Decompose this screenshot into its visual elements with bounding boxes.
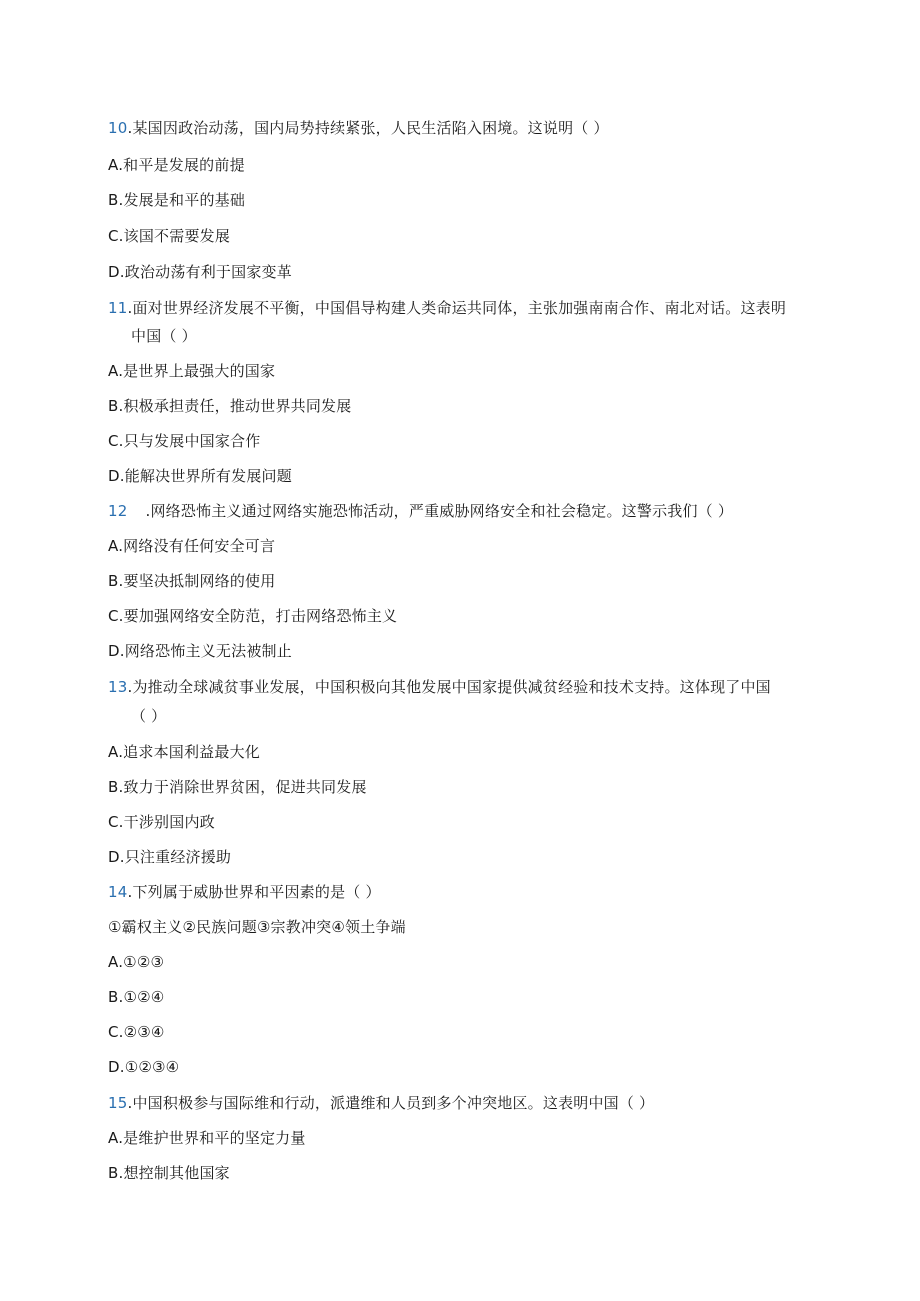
question-10-option-c: C.该国不需要发展 [108, 227, 231, 245]
question-number: 11 [108, 299, 128, 317]
question-number: 10 [108, 119, 128, 137]
question-number: 13 [108, 678, 128, 696]
question-13-option-a: A.追求本国利益最大化 [108, 743, 260, 761]
question-10-stem [108, 118, 609, 138]
question-11-option-b: B.积极承担责任，推动世界共同发展 [108, 397, 352, 415]
question-14-option-c: C.②③④ [108, 1023, 165, 1041]
question-12-option-b: B.要坚决抵制网络的使用 [108, 572, 276, 590]
question-13-option-c: C.干涉别国内政 [108, 813, 215, 831]
question-15-option-b: B.想控制其他国家 [108, 1164, 230, 1182]
question-15-stem [108, 1093, 654, 1113]
question-text: .某国因政治动荡，国内局势持续紧张，人民生活陷入困境。这说明（ ） [127, 119, 609, 137]
question-number: 14 [108, 883, 128, 901]
question-text: .面对世界经济发展不平衡，中国倡导构建人类命运共同体，主张加强南南合作、南北对话。这表明 [127, 299, 787, 317]
question-13-option-b: B.致力于消除世界贫困，促进共同发展 [108, 778, 367, 796]
question-number: 15 [108, 1094, 128, 1112]
question-12-stem [108, 501, 733, 521]
question-13-stem-continued: （ ） [131, 707, 167, 725]
question-number: 12 [108, 502, 128, 520]
question-14-option-b: B.①②④ [108, 988, 165, 1006]
question-13-option-d: D.只注重经济援助 [108, 848, 232, 866]
question-text: .下列属于威胁世界和平因素的是（ ） [127, 883, 381, 901]
question-12-option-c: C.要加强网络安全防范，打击网络恐怖主义 [108, 607, 398, 625]
question-text: .中国积极参与国际维和行动，派遣维和人员到多个冲突地区。这表明中国（ ） [127, 1094, 655, 1112]
question-11-option-a: A.是世界上最强大的国家 [108, 362, 276, 380]
question-12-option-a: A.网络没有任何安全可言 [108, 537, 276, 555]
question-10-option-d: D.政治动荡有利于国家变革 [108, 263, 292, 281]
question-11-stem-continued: 中国（ ） [131, 327, 197, 345]
question-10-option-b: B.发展是和平的基础 [108, 191, 246, 209]
question-10-option-a: A.和平是发展的前提 [108, 156, 245, 174]
question-14-stem [108, 882, 381, 902]
question-11-option-d: D.能解决世界所有发展问题 [108, 467, 292, 485]
question-11-stem [108, 298, 786, 318]
question-14-option-d: D.①②③④ [108, 1058, 180, 1076]
question-13-stem [108, 677, 771, 697]
question-12-option-d: D.网络恐怖主义无法被制止 [108, 642, 292, 660]
question-11-option-c: C.只与发展中国家合作 [108, 432, 261, 450]
question-text: .网络恐怖主义通过网络实施恐怖活动，严重威胁网络安全和社会稳定。这警示我们（ ） [145, 502, 734, 520]
question-14-statements: ①霸权主义②民族问题③宗教冲突④领土争端 [108, 918, 406, 936]
question-text: .为推动全球减贫事业发展，中国积极向其他发展中国家提供减贫经验和技术支持。这体现了中国 [127, 678, 771, 696]
question-15-option-a: A.是维护世界和平的坚定力量 [108, 1129, 306, 1147]
question-14-option-a: A.①②③ [108, 953, 165, 971]
